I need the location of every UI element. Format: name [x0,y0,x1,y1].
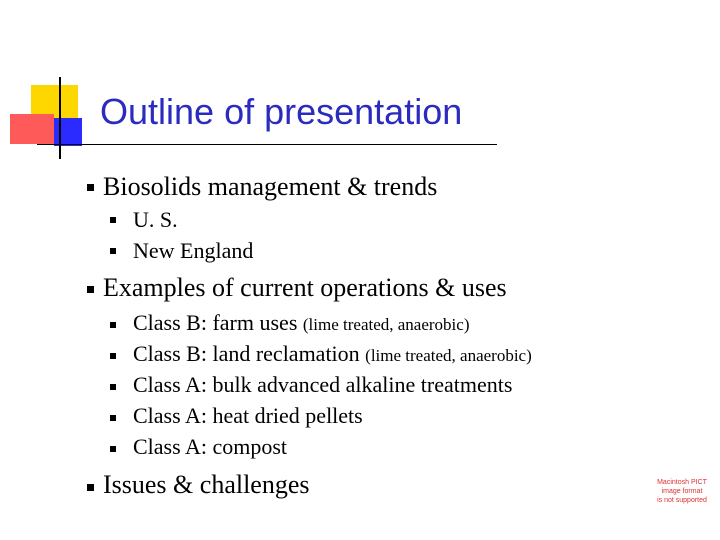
outline-item-biosolids: Biosolids management & trends [103,172,438,201]
unsupported-image-placeholder [654,478,710,505]
bullet-icon [87,286,94,293]
bullet-icon [110,384,116,390]
bullet-icon [110,415,116,421]
class-b-land-text: Class B: land reclamation [133,341,360,366]
bullet-icon [110,446,116,452]
class-b-farm-text: Class B: farm uses [133,310,298,335]
logo-red-square [10,114,54,144]
title-underline [37,144,497,145]
placeholder-line-2: image format [661,488,703,495]
bullet-icon [110,353,116,359]
outline-subitem-class-a-bulk: Class A: bulk advanced alkaline treatments [133,372,513,397]
outline-subitem-us: U. S. [133,207,178,232]
bullet-icon [110,217,116,223]
slide-title: Outline of presentation [100,91,463,132]
class-b-farm-note: (lime treated, anaerobic) [302,315,470,334]
bullet-icon [110,248,116,254]
outline-subitem-class-a-heat: Class A: heat dried pellets [133,403,363,428]
bullet-icon [87,184,94,191]
outline-subitem-class-a-compost: Class A: compost [133,434,288,459]
placeholder-line-1: Macintosh PICT [657,479,707,486]
outline-subitem-class-b-land [133,341,532,369]
outline-item-issues: Issues & challenges [103,470,310,499]
placeholder-line-3: is not supported [657,497,707,504]
class-b-land-note: (lime treated, anaerobic) [365,346,532,365]
outline-subitem-class-b-farm [133,310,470,338]
logo-vertical-line [59,77,61,159]
outline-item-examples: Examples of current operations & uses [103,273,507,302]
bullet-icon [110,322,116,328]
bullet-icon [87,484,94,491]
outline-subitem-new-england: New England [133,238,254,263]
